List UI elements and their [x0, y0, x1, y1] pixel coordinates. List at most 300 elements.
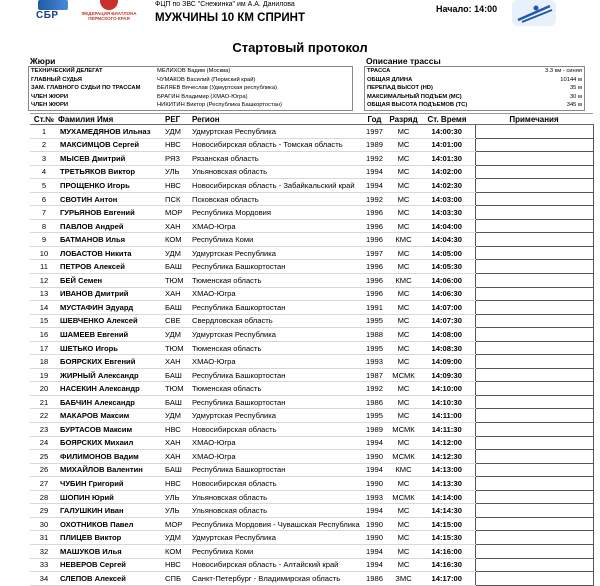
- birth-year: 1997: [361, 246, 388, 260]
- table-row: [30, 436, 593, 450]
- start-time: 14:10:30: [419, 395, 475, 409]
- header-col-number: Ст.№: [30, 114, 58, 125]
- table-row: [30, 517, 593, 531]
- table-row: [30, 477, 593, 491]
- course-value: 3.3 км - синяя: [545, 68, 582, 74]
- jury-person: МЕЛИХОВ Вадим (Москва): [157, 68, 231, 74]
- birth-year: 1993: [361, 355, 388, 369]
- athlete-name: БАТМАНОВ Илья: [58, 233, 165, 247]
- course-value: 345 м: [566, 102, 582, 108]
- jury-role: ТЕХНИЧЕСКИЙ ДЕЛЕГАТ: [31, 68, 103, 74]
- athlete-name: МИХАЙЛОВ Валентин: [58, 463, 165, 477]
- jury-person: ЧУМАКОВ Василий (Пермский край): [157, 76, 256, 83]
- birth-year: 1994: [361, 463, 388, 477]
- start-time: 14:05:30: [419, 260, 475, 274]
- start-time: 14:02:30: [419, 179, 475, 193]
- federation-logo-text: ФЕДЕРАЦИЯ БИАТЛОНА ПЕРМСКОГО КРАЯ: [81, 11, 137, 21]
- start-time: 14:01:30: [419, 152, 475, 166]
- region-code: ХАН: [165, 355, 192, 369]
- race-title: МУЖЧИНЫ 10 КМ СПРИНТ: [155, 12, 305, 24]
- region-code: РЯЗ: [165, 152, 192, 166]
- region-code: УДМ: [165, 328, 192, 342]
- start-number: 24: [30, 436, 58, 450]
- start-time: 14:04:00: [419, 219, 475, 233]
- start-number: 25: [30, 450, 58, 464]
- athlete-name: ПЕТРОВ Алексей: [58, 260, 165, 274]
- header-col-start-time: Ст. Время: [419, 114, 475, 125]
- athlete-name: ГУРЬЯНОВ Евгений: [58, 206, 165, 220]
- notes-cell: [475, 544, 593, 558]
- start-time: 14:14:30: [419, 504, 475, 518]
- notes-cell: [475, 436, 593, 450]
- table-row: [30, 192, 593, 206]
- table-row: [30, 382, 593, 396]
- region-name: Рязанская область: [192, 152, 361, 166]
- start-time: 14:17:00: [419, 572, 475, 586]
- region-code: НВС: [165, 477, 192, 491]
- notes-cell: [475, 490, 593, 504]
- rank: МСМК: [388, 368, 419, 382]
- start-number: 30: [30, 517, 58, 531]
- jury-person: НИКИТИН Виктор (Республика Башкортостан): [157, 102, 282, 108]
- athlete-name: ПРОЩЕНКО Игорь: [58, 179, 165, 193]
- course-row: [367, 102, 582, 111]
- table-row: [30, 409, 593, 423]
- region-name: Удмуртская Республика: [192, 409, 361, 423]
- biathlon-logo-icon: [512, 0, 556, 26]
- rank: ЗМС: [388, 572, 419, 586]
- region-code: ПСК: [165, 192, 192, 206]
- birth-year: 1997: [361, 125, 388, 139]
- start-number: 9: [30, 233, 58, 247]
- region-name: Новосибирская область - Алтайский край: [192, 558, 361, 572]
- table-row: [30, 246, 593, 260]
- jury-role: ЗАМ. ГЛАВНОГО СУДЬИ ПО ТРАССАМ: [31, 85, 141, 91]
- notes-cell: [475, 138, 593, 152]
- table-row: [30, 450, 593, 464]
- region-code: МОР: [165, 517, 192, 531]
- region-name: Удмуртская Республика: [192, 246, 361, 260]
- jury-title: Жюри: [30, 56, 56, 66]
- birth-year: 1994: [361, 179, 388, 193]
- region-code: БАШ: [165, 395, 192, 409]
- jury-person: БЕЛЯЕВ Вячеслав (Удмуртская республика): [157, 85, 277, 91]
- region-code: НВС: [165, 179, 192, 193]
- course-value: 35 м: [569, 85, 582, 91]
- start-number: 28: [30, 490, 58, 504]
- athlete-name: СВОТИН Антон: [58, 192, 165, 206]
- region-name: ХМАО-Югра: [192, 436, 361, 450]
- rank: МС: [388, 138, 419, 152]
- birth-year: 1992: [361, 382, 388, 396]
- birth-year: 1994: [361, 504, 388, 518]
- course-label: ОБЩАЯ ВЫСОТА ПОДЪЕМОВ (TC): [367, 102, 468, 108]
- course-label: ТРАССА: [367, 68, 391, 74]
- notes-cell: [475, 450, 593, 464]
- table-row: [30, 544, 593, 558]
- athlete-name: МАШУКОВ Илья: [58, 544, 165, 558]
- table-row: [30, 423, 593, 437]
- start-time: 14:07:30: [419, 314, 475, 328]
- athlete-name: ОХОТНИКОВ Павел: [58, 517, 165, 531]
- athlete-name: ТРЕТЬЯКОВ Виктор: [58, 165, 165, 179]
- rank: МС: [388, 544, 419, 558]
- start-time: 14:14:00: [419, 490, 475, 504]
- rank: МС: [388, 517, 419, 531]
- birth-year: 1996: [361, 206, 388, 220]
- table-row: [30, 287, 593, 301]
- birth-year: 1987: [361, 368, 388, 382]
- document-title: Стартовый протокол: [232, 40, 368, 55]
- athlete-name: ШЕТЬКО Игорь: [58, 341, 165, 355]
- start-number: 12: [30, 274, 58, 288]
- start-number: 7: [30, 206, 58, 220]
- start-time: 14:15:00: [419, 517, 475, 531]
- birth-year: 1989: [361, 138, 388, 152]
- notes-cell: [475, 463, 593, 477]
- header-col-notes: Примечания: [475, 114, 593, 125]
- region-name: ХМАО-Югра: [192, 287, 361, 301]
- start-time: 14:01:00: [419, 138, 475, 152]
- region-name: Удмуртская Республика: [192, 328, 361, 342]
- rank: МС: [388, 531, 419, 545]
- region-code: ТЮМ: [165, 382, 192, 396]
- notes-cell: [475, 382, 593, 396]
- notes-cell: [475, 531, 593, 545]
- athlete-name: ПЛИЦЕВ Виктор: [58, 531, 165, 545]
- table-row: [30, 355, 593, 369]
- region-name: Ульяновская область: [192, 504, 361, 518]
- region-code: КОМ: [165, 233, 192, 247]
- start-number: 17: [30, 341, 58, 355]
- region-code: БАШ: [165, 260, 192, 274]
- notes-cell: [475, 152, 593, 166]
- birth-year: 1994: [361, 436, 388, 450]
- region-code: ХАН: [165, 450, 192, 464]
- start-number: 2: [30, 138, 58, 152]
- region-name: Ульяновская область: [192, 490, 361, 504]
- region-code: УДМ: [165, 531, 192, 545]
- table-header-row: [30, 114, 593, 125]
- jury-box: [28, 66, 353, 111]
- start-time: 14:04:30: [419, 233, 475, 247]
- federation-emblem-icon: [100, 0, 118, 10]
- athlete-name: ШОПИН Юрий: [58, 490, 165, 504]
- notes-cell: [475, 125, 593, 139]
- start-time: 14:12:00: [419, 436, 475, 450]
- birth-year: 1990: [361, 477, 388, 491]
- region-code: КОМ: [165, 544, 192, 558]
- table-row: [30, 558, 593, 572]
- table-row: [30, 138, 593, 152]
- start-number: 21: [30, 395, 58, 409]
- athlete-name: ЖИРНЫЙ Александр: [58, 368, 165, 382]
- region-name: Республика Башкортостан: [192, 463, 361, 477]
- notes-cell: [475, 192, 593, 206]
- table-row: [30, 314, 593, 328]
- region-name: Республика Башкортостан: [192, 301, 361, 315]
- start-number: 22: [30, 409, 58, 423]
- rank: МС: [388, 260, 419, 274]
- start-time: 14:11:00: [419, 409, 475, 423]
- rank: МС: [388, 341, 419, 355]
- birth-year: 1996: [361, 287, 388, 301]
- notes-cell: [475, 274, 593, 288]
- start-list-table: [30, 113, 594, 586]
- athlete-name: НАСЕКИН Александр: [58, 382, 165, 396]
- table-row: [30, 572, 593, 586]
- rank: МС: [388, 152, 419, 166]
- notes-cell: [475, 395, 593, 409]
- start-time: 14:05:00: [419, 246, 475, 260]
- birth-year: 1994: [361, 558, 388, 572]
- birth-year: 1996: [361, 219, 388, 233]
- region-name: Новосибирская область - Забайкальский край: [192, 179, 361, 193]
- athlete-name: БУРТАСОВ Максим: [58, 423, 165, 437]
- notes-cell: [475, 165, 593, 179]
- notes-cell: [475, 301, 593, 315]
- start-time: 14:00:30: [419, 125, 475, 139]
- start-number: 5: [30, 179, 58, 193]
- region-code: БАШ: [165, 301, 192, 315]
- header-col-name: Фамилия Имя: [58, 114, 165, 125]
- start-time: 14:08:30: [419, 341, 475, 355]
- table-row: [30, 152, 593, 166]
- birth-year: 1996: [361, 260, 388, 274]
- athlete-name: ЧУБИН Григорий: [58, 477, 165, 491]
- birth-year: 1988: [361, 328, 388, 342]
- region-code: НВС: [165, 138, 192, 152]
- rank: КМС: [388, 463, 419, 477]
- start-number: 1: [30, 125, 58, 139]
- header-col-rank: Разряд: [389, 114, 418, 124]
- region-name: Республика Башкортостан: [192, 260, 361, 274]
- notes-cell: [475, 517, 593, 531]
- rank: МСМК: [388, 490, 419, 504]
- region-code: НВС: [165, 558, 192, 572]
- rank: МС: [388, 219, 419, 233]
- sbr-logo-emblem: [38, 0, 68, 10]
- athlete-name: БАБЧИН Александр: [58, 395, 165, 409]
- table-row: [30, 463, 593, 477]
- jury-role: ЧЛЕН ЖЮРИ: [31, 93, 69, 100]
- birth-year: 1991: [361, 301, 388, 315]
- rank: МС: [388, 165, 419, 179]
- region-name: ХМАО-Югра: [192, 355, 361, 369]
- birth-year: 1994: [361, 544, 388, 558]
- athlete-name: ШАМЕЕВ Евгений: [58, 328, 165, 342]
- birth-year: 1986: [361, 395, 388, 409]
- table-body: [30, 125, 593, 586]
- table-row: [30, 179, 593, 193]
- notes-cell: [475, 558, 593, 572]
- start-time: 14:15:30: [419, 531, 475, 545]
- region-code: ХАН: [165, 219, 192, 233]
- table-row: [30, 341, 593, 355]
- notes-cell: [475, 423, 593, 437]
- start-time: 14:08:00: [419, 328, 475, 342]
- federation-logo: [80, 0, 138, 30]
- birth-year: 1995: [361, 409, 388, 423]
- table-row: [30, 125, 593, 139]
- table-row: [30, 260, 593, 274]
- region-name: Тюменская область: [192, 274, 361, 288]
- birth-year: 1992: [361, 192, 388, 206]
- birth-year: 1995: [361, 314, 388, 328]
- notes-cell: [475, 368, 593, 382]
- birth-year: 1994: [361, 165, 388, 179]
- region-name: Свердловская область: [192, 314, 361, 328]
- region-name: Новосибирская область - Томская область: [192, 138, 361, 152]
- start-number: 11: [30, 260, 58, 274]
- rank: МС: [388, 246, 419, 260]
- birth-year: 1996: [361, 233, 388, 247]
- start-time: 14:07:00: [419, 301, 475, 315]
- start-number: 18: [30, 355, 58, 369]
- table-row: [30, 219, 593, 233]
- start-number: 4: [30, 165, 58, 179]
- birth-year: 1990: [361, 517, 388, 531]
- start-number: 33: [30, 558, 58, 572]
- table-row: [30, 490, 593, 504]
- start-number: 6: [30, 192, 58, 206]
- region-name: Республика Мордовия: [192, 206, 361, 220]
- start-number: 10: [30, 246, 58, 260]
- birth-year: 1989: [361, 423, 388, 437]
- region-name: Республика Коми: [192, 544, 361, 558]
- table-row: [30, 531, 593, 545]
- start-number: 26: [30, 463, 58, 477]
- region-name: Республика Башкортостан: [192, 395, 361, 409]
- table-row: [30, 328, 593, 342]
- start-time: 14:03:30: [419, 206, 475, 220]
- region-name: Новосибирская область: [192, 477, 361, 491]
- table-row: [30, 368, 593, 382]
- start-time: 14:09:00: [419, 355, 475, 369]
- notes-cell: [475, 219, 593, 233]
- rank: МС: [388, 328, 419, 342]
- rank: МС: [388, 436, 419, 450]
- rank: МС: [388, 477, 419, 491]
- start-time: 14:02:00: [419, 165, 475, 179]
- start-time: 14:06:00: [419, 274, 475, 288]
- region-code: МОР: [165, 206, 192, 220]
- athlete-name: МУСТАФИН Эдуард: [58, 301, 165, 315]
- sbr-logo-text: СБР: [36, 10, 59, 21]
- rank: МС: [388, 301, 419, 315]
- course-title: Описание трассы: [366, 56, 441, 66]
- region-name: Республика Мордовия - Чувашская Республика: [192, 517, 361, 531]
- athlete-name: СЛЕПОВ Алексей: [58, 572, 165, 586]
- region-code: СПБ: [165, 572, 192, 586]
- start-number: 15: [30, 314, 58, 328]
- start-number: 14: [30, 301, 58, 315]
- birth-year: 1996: [361, 274, 388, 288]
- rank: МСМК: [388, 450, 419, 464]
- athlete-name: БОЯРСКИХ Евгений: [58, 355, 165, 369]
- sbr-logo: [34, 0, 74, 24]
- jury-role: ГЛАВНЫЙ СУДЬЯ: [31, 76, 82, 83]
- rank: КМС: [388, 233, 419, 247]
- start-number: 34: [30, 572, 58, 586]
- athlete-name: ШЕВЧЕНКО Алексей: [58, 314, 165, 328]
- table-row: [30, 395, 593, 409]
- rank: МС: [388, 558, 419, 572]
- rank: МС: [388, 504, 419, 518]
- athlete-name: ИВАНОВ Дмитрий: [58, 287, 165, 301]
- notes-cell: [475, 504, 593, 518]
- region-code: ТЮМ: [165, 274, 192, 288]
- rank: МСМК: [388, 423, 419, 437]
- region-code: УЛЬ: [165, 490, 192, 504]
- notes-cell: [475, 572, 593, 586]
- region-name: Республика Башкортостан: [192, 368, 361, 382]
- notes-cell: [475, 260, 593, 274]
- start-time: 14:03:00: [419, 192, 475, 206]
- notes-cell: [475, 341, 593, 355]
- rank: КМС: [388, 274, 419, 288]
- notes-cell: [475, 287, 593, 301]
- region-code: ХАН: [165, 436, 192, 450]
- region-code: УДМ: [165, 125, 192, 139]
- athlete-name: НЕВЕРОВ Сергей: [58, 558, 165, 572]
- start-time: 14:16:00: [419, 544, 475, 558]
- course-value: 30 м: [569, 93, 582, 100]
- header-col-year: Год: [361, 114, 388, 125]
- athlete-name: МАКАРОВ Максим: [58, 409, 165, 423]
- region-name: Тюменская область: [192, 382, 361, 396]
- birth-year: 1995: [361, 341, 388, 355]
- course-label: ОБЩАЯ ДЛИНА: [367, 76, 413, 83]
- region-name: Удмуртская Республика: [192, 125, 361, 139]
- athlete-name: МЫСЕВ Дмитрий: [58, 152, 165, 166]
- region-code: БАШ: [165, 463, 192, 477]
- table-row: [30, 233, 593, 247]
- rank: МС: [388, 409, 419, 423]
- region-code: ХАН: [165, 287, 192, 301]
- start-number: 31: [30, 531, 58, 545]
- start-time: Начало: 14:00: [436, 4, 498, 14]
- start-number: 20: [30, 382, 58, 396]
- region-code: УДМ: [165, 409, 192, 423]
- rank: МС: [388, 125, 419, 139]
- table-row: [30, 165, 593, 179]
- rank: МС: [388, 395, 419, 409]
- birth-year: 1990: [361, 531, 388, 545]
- region-name: Псковская область: [192, 192, 361, 206]
- start-time: 14:10:00: [419, 382, 475, 396]
- region-code: НВС: [165, 423, 192, 437]
- course-label: МАКСИМАЛЬНЫЙ ПОДЪЕМ (MC): [367, 93, 462, 100]
- course-label: ПЕРЕПАД ВЫСОТ (HD): [367, 85, 433, 91]
- jury-role: ЧЛЕН ЖЮРИ: [31, 102, 69, 108]
- athlete-name: ФИЛИМОНОВ Вадим: [58, 450, 165, 464]
- notes-cell: [475, 477, 593, 491]
- start-time: 14:11:30: [419, 423, 475, 437]
- region-code: УЛЬ: [165, 165, 192, 179]
- rank: МС: [388, 314, 419, 328]
- region-code: БАШ: [165, 368, 192, 382]
- start-time: 14:06:30: [419, 287, 475, 301]
- table-row: [30, 301, 593, 315]
- region-name: Удмуртская Республика: [192, 531, 361, 545]
- table-row: [30, 274, 593, 288]
- athlete-name: МУХАМЕДЯНОВ Ильназ: [58, 125, 165, 139]
- notes-cell: [475, 355, 593, 369]
- table-row: [30, 504, 593, 518]
- athlete-name: БОЯРСКИХ Михаил: [58, 436, 165, 450]
- rank: МС: [388, 192, 419, 206]
